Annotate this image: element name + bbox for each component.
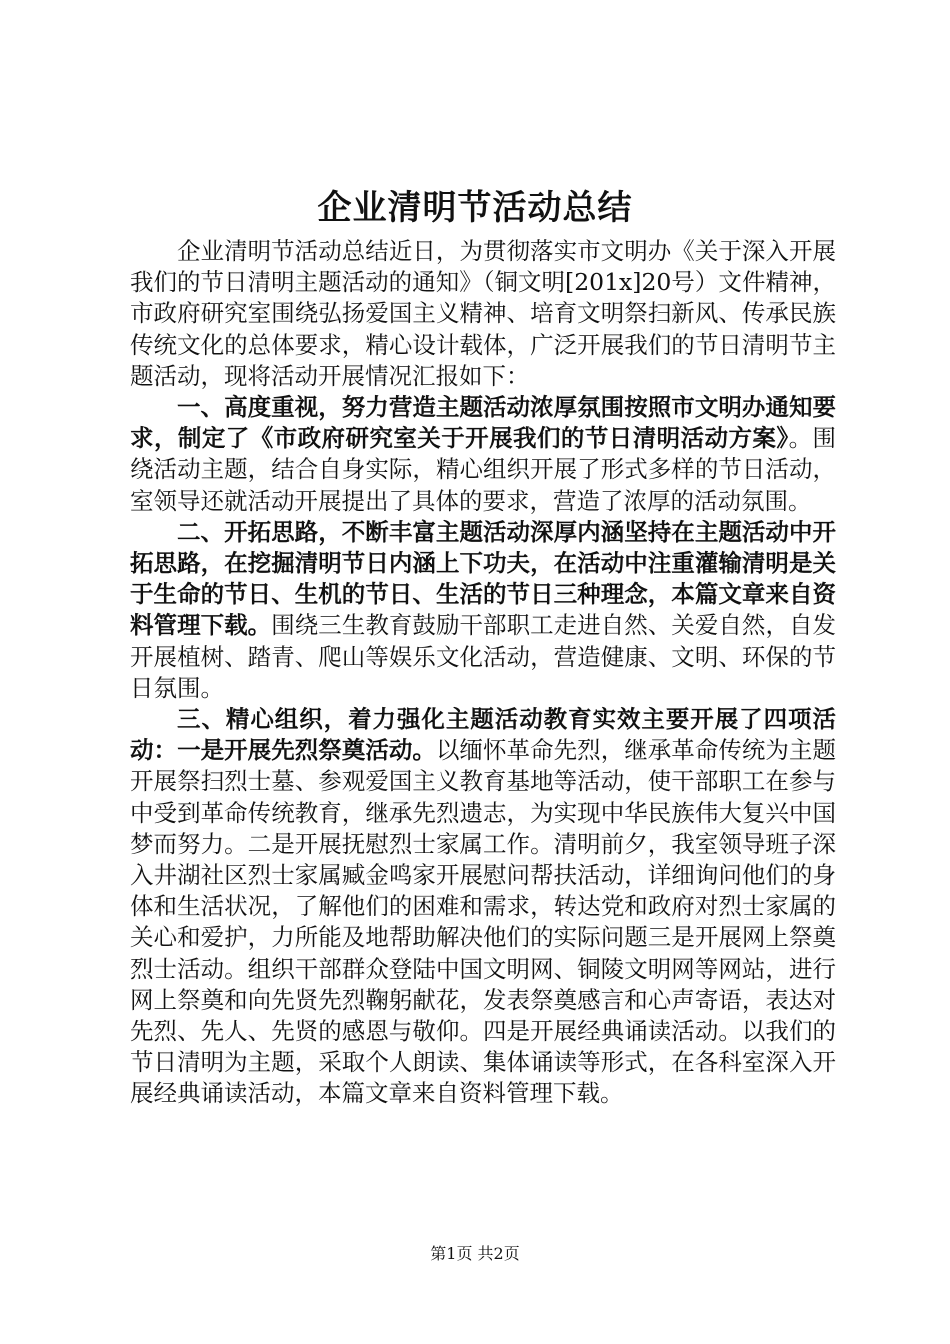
section-body-2: 围绕三生教育鼓励干部职工走进自然、关爱自然，自发开展植树、踏青、爬山等娱乐文化活动，营造健康、文明、环保的节日氛围。 <box>130 611 837 702</box>
section-heading-2: 二、开拓思路，不断丰富主题活动深厚内涵坚持在主题活动中开拓思路，在挖掘清明节日内涵上下功夫，在活动中注重灌输清明是关于生命的节日、生机的节日、生活的节日三种理念，本篇文章来自资料管理下载。 <box>130 517 836 640</box>
section-heading-1: 一、高度重视，努力营造主题活动浓厚氛围按照市文明办通知要求，制定了《市政府研究室关于开展我们的节日清明活动方案》 <box>130 393 836 453</box>
section-paragraph-3 <box>130 704 836 1110</box>
page-number-footer: 第1页 共2页 <box>430 1244 520 1263</box>
intro-paragraph: 企业清明节活动总结近日，为贯彻落实市文明办《关于深入开展我们的节日清明主题活动的通知》（铜文明[201x]20号）文件精神，市政府研究室围绕弘扬爱国主义精神、培育文明祭扫新风、传承民族传统文化的总体要求，精心设计载体，广泛开展我们的节日清明节主题活动，现将活动开展情况汇报如下： <box>130 237 836 390</box>
document-title: 企业清明节活动总结 <box>317 188 633 228</box>
document-body <box>130 236 836 1110</box>
section-body-1: 。围绕活动主题，结合自身实际，精心组织开展了形式多样的节日活动，室领导还就活动开展提出了具体的要求，营造了浓厚的活动氛围。 <box>130 424 837 515</box>
section-heading-3: 三、精心组织，着力强化主题活动教育实效主要开展了四项活动：一是开展先烈祭奠活动。 <box>130 705 836 765</box>
section-paragraph-2 <box>130 517 836 704</box>
section-paragraph-1 <box>130 392 836 517</box>
section-body-3: 以缅怀革命先烈，继承革命传统为主题开展祭扫烈士墓、参观爱国主义教育基地等活动，使干部职工在参与中受到革命传统教育，继承先烈遗志，为实现中华民族伟大复兴中国梦而努力。二是开展抚慰烈士家属工作。清明前夕，我室领导班子深入井湖社区烈士家属臧金鸣家开展慰问帮扶活动，详细询问他们的身体和生活状况，了解他们的困难和需求，转达党和政府对烈士家属的关心和爱护，力所能及地帮助解决他们的实际问题三是开展网上祭奠烈士活动。组织干部群众登陆中国文明网、铜陵文明网等网站，进行网上祭奠和向先贤先烈鞠躬献花，发表祭奠感言和心声寄语，表达对先烈、先人、先贤的感恩与敬仰。四是开展经典诵读活动。以我们的节日清明为主题，采取个人朗读、集体诵读等形式，在各科室深入开展经典诵读活动，本篇文章来自资料管理下载。 <box>130 736 837 1108</box>
